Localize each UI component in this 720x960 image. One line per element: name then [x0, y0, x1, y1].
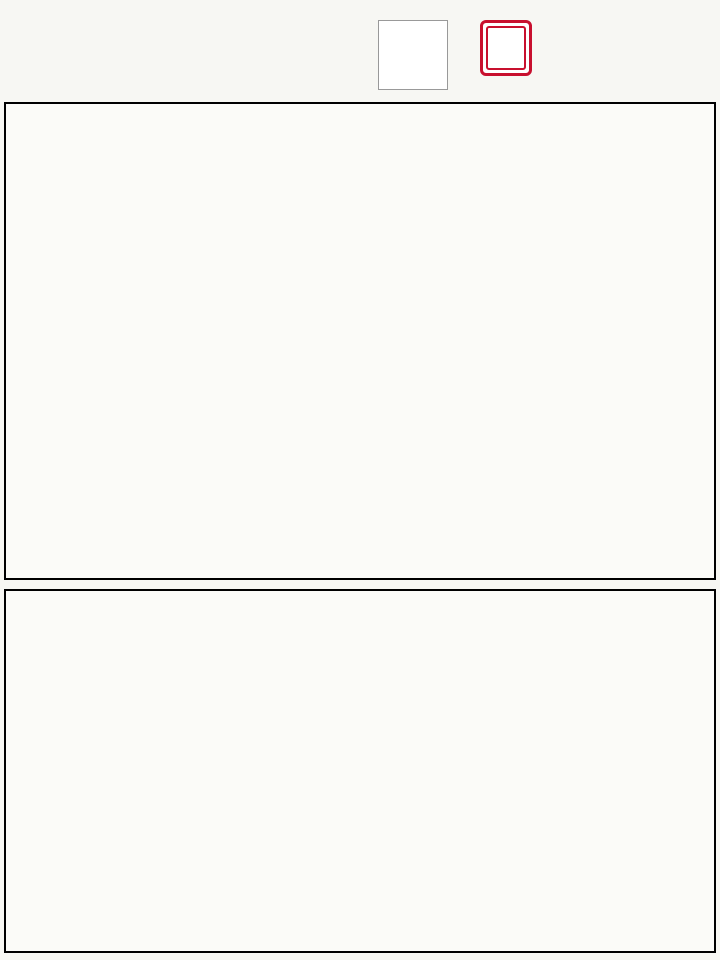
seal-stamp-icon	[480, 20, 532, 76]
annual-years-grid	[4, 589, 716, 953]
pillars-grid	[4, 102, 716, 580]
chart-header	[12, 10, 16, 27]
qr-code-icon	[378, 20, 448, 90]
